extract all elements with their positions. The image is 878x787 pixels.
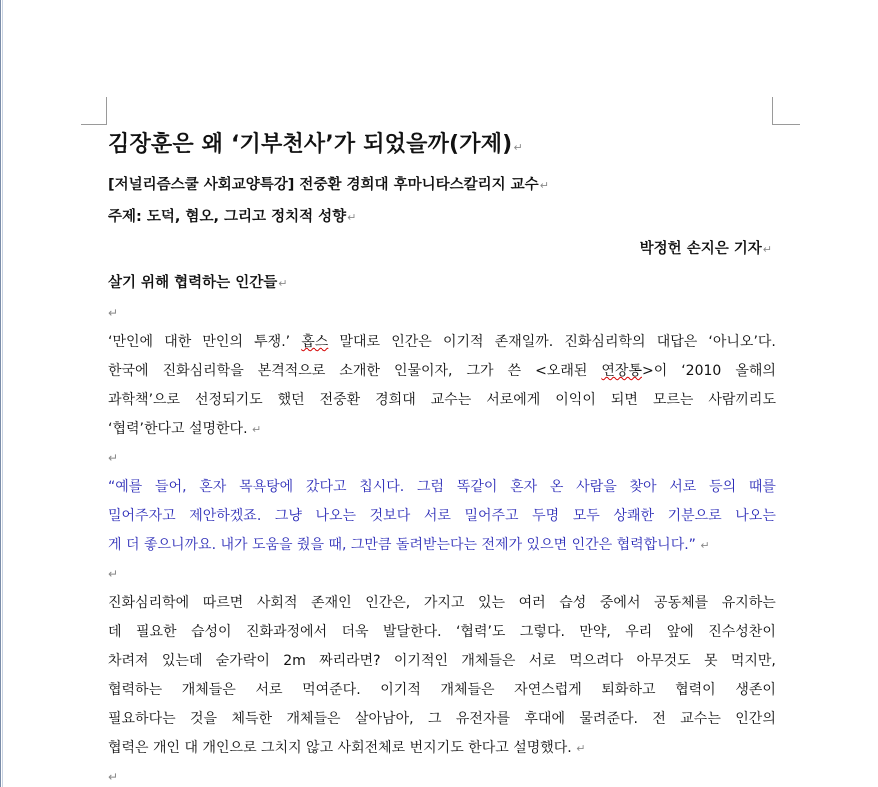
paragraph-line [108, 676, 776, 705]
word: 되면 [610, 392, 638, 408]
empty-paragraph: ↵ [108, 567, 119, 581]
word: 협력이 [675, 682, 716, 698]
word: 그가 [466, 363, 494, 379]
word: ‘협력’도 [455, 624, 506, 640]
word: 중에서 [599, 595, 641, 611]
paragraph-line [108, 618, 776, 647]
paragraph-line [108, 502, 776, 531]
word: 습성 [559, 595, 587, 611]
document-reporters: 박정헌 손지은 기자↵ [639, 241, 772, 257]
word: 갔다고 [305, 479, 347, 495]
word: 물려준다. [579, 711, 638, 727]
word: 기분으로 [667, 508, 722, 524]
word: 사람끼리도 [708, 392, 776, 408]
paragraph-line [108, 734, 776, 763]
word: 그렇다. [519, 624, 565, 640]
word: 본격적으로 [257, 363, 326, 379]
word: 이기적인 [393, 653, 449, 669]
word: 차려져 [108, 653, 149, 669]
word: 것을 [190, 711, 218, 727]
word: 들어, [155, 479, 187, 495]
word: 교수는 [680, 711, 721, 727]
word: “예를 [108, 479, 143, 495]
word: 것보다 [369, 508, 411, 524]
word: 그 [427, 711, 442, 727]
paragraph-1 [108, 328, 776, 444]
word: 먹으려다 [569, 653, 624, 669]
word: 진화심리학의 [564, 334, 646, 350]
word: 더욱 [341, 624, 369, 640]
word: 사람을 [576, 479, 617, 495]
paragraph-mark-icon: ↵ [539, 179, 549, 192]
word: 나오는 [315, 508, 357, 524]
paragraph-line-text: 게 더 좋으니까요. 내가 도움을 줬을 때, 그만큼 돌려받는다는 전제가 있으면 인간은 협력합니다.” [108, 537, 696, 553]
window-left-border [0, 0, 1, 787]
paragraph-mark-icon: ↵ [248, 423, 262, 436]
word: 인간은 [391, 334, 432, 350]
word: 그럼 [417, 479, 445, 495]
word: 사회적 [256, 595, 298, 611]
word: 진화심리학을 [162, 363, 244, 379]
paragraph-line-text: 협력은 개인 대 개인으로 그치지 않고 사회전체로 번지기도 한다고 설명했다. [108, 740, 572, 756]
word: 유전자를 [455, 711, 510, 727]
word: 인간은, [365, 595, 411, 611]
word: ‘아니오’다. [708, 334, 776, 350]
word: 나오는 [735, 508, 776, 524]
word: 공동체를 [654, 595, 709, 611]
word: 앞에 [666, 624, 694, 640]
word: 있는데 [161, 653, 203, 669]
document-page[interactable] [108, 127, 776, 787]
word: 자연스럽게 [514, 682, 582, 698]
word: 경희대 [375, 392, 416, 408]
word: 말대로 [339, 334, 381, 350]
paragraph-line [108, 473, 776, 502]
word: 발달한다. [383, 624, 442, 640]
word: 밀어주고 [464, 508, 519, 524]
document-topic: 주제: 도덕, 혐오, 그리고 정치적 성향↵ [108, 209, 357, 225]
word: 이기적 [380, 682, 421, 698]
word: 밀어주자고 [108, 508, 176, 524]
word: 등의 [709, 479, 737, 495]
word: 소개한 [339, 363, 380, 379]
word: 올해의 [735, 363, 776, 379]
paragraph-line [108, 386, 776, 415]
empty-paragraph: ↵ [108, 306, 119, 320]
paragraph-mark-icon: ↵ [347, 211, 357, 224]
word: 유지하는 [721, 595, 776, 611]
word: 서로 [255, 682, 283, 698]
word: 존재일까. [494, 334, 554, 350]
word: 그냥 [274, 508, 302, 524]
word: 과학책’으로 [108, 392, 181, 408]
word: 우리 [625, 624, 653, 640]
word: 아무것도 [636, 653, 691, 669]
word: 숟가락이 [215, 653, 270, 669]
paragraph-mark-icon: ↵ [762, 243, 772, 256]
word: 필요하다는 [108, 711, 176, 727]
word: 혼자 [199, 479, 227, 495]
word: 만인의 [202, 334, 243, 350]
word: 존재인 [311, 595, 352, 611]
word: 만약, [579, 624, 611, 640]
word: 이기적 [442, 334, 484, 350]
word: 모르는 [652, 392, 694, 408]
word: 상쾌한 [613, 508, 654, 524]
word: 투쟁.’ [254, 334, 291, 350]
word: 목욕탕에 [239, 479, 294, 495]
word: 짜리라면? [319, 653, 381, 669]
word: 선정되기도 [195, 392, 263, 408]
word: 진수성찬이 [708, 624, 776, 640]
word: 했던 [277, 392, 305, 408]
word: 따르면 [202, 595, 244, 611]
word: 두명 [532, 508, 560, 524]
word: 개체들은 [440, 682, 495, 698]
word: 진화과정에서 [245, 624, 328, 640]
word: 때를 [748, 479, 776, 495]
window-left-border-inner [2, 0, 3, 787]
word: 2m [283, 653, 306, 669]
paragraph-line [108, 357, 776, 386]
paragraph-line [108, 589, 776, 618]
paragraph-line [108, 647, 776, 676]
word: 이익이 [555, 392, 596, 408]
page-corner-mark-top-left [81, 97, 107, 125]
word: 서로 [528, 653, 556, 669]
word: 서로 [423, 508, 451, 524]
word: 혼자 [510, 479, 538, 495]
word: 제안하겠죠. [189, 508, 262, 524]
word: 있는 [477, 595, 506, 611]
word: 대한 [164, 334, 192, 350]
word: 인물이자, [393, 363, 453, 379]
word: 퇴화하고 [601, 682, 656, 698]
quote-paragraph [108, 473, 776, 560]
word: 서로에게 [486, 392, 541, 408]
section-heading: 살기 위해 협력하는 인간들↵ [108, 275, 288, 291]
word: 못 [703, 653, 718, 669]
word: 가지고 [423, 595, 465, 611]
word: 습성이 [190, 624, 232, 640]
paragraph-line [108, 705, 776, 734]
word: 연장통>이 [601, 363, 668, 379]
paragraph-line-text: ‘협력’한다고 설명한다. [108, 421, 248, 437]
word: ‘2010 [681, 363, 722, 379]
word: 온 [549, 479, 564, 495]
word: 서로 [669, 479, 697, 495]
paragraph-mark-icon: ↵ [572, 742, 586, 755]
word: 모두 [572, 508, 600, 524]
word: 진화심리학에 [108, 595, 190, 611]
paragraph-line [108, 328, 776, 357]
word: 쓴 [507, 363, 522, 379]
word: ‘만인에 [108, 334, 154, 350]
word: 데 [108, 624, 122, 640]
word: 대답은 [656, 334, 698, 350]
word: 체득한 [231, 711, 273, 727]
word: 개체들은 [286, 711, 341, 727]
word: 후대에 [524, 711, 565, 727]
word: 칩시다. [359, 479, 405, 495]
word: 한국에 [108, 363, 149, 379]
word: 인간의 [735, 711, 776, 727]
paragraph-mark-icon: ↵ [278, 277, 288, 290]
empty-paragraph: ↵ [108, 451, 119, 465]
word: 먹여준다. [302, 682, 361, 698]
empty-paragraph: ↵ [108, 770, 119, 784]
word: 여러 [518, 595, 546, 611]
word: 전 [652, 711, 666, 727]
paragraph-line [108, 415, 776, 444]
word: 찾아 [629, 479, 657, 495]
paragraph-line [108, 531, 776, 560]
word: 홉스 [301, 334, 329, 350]
word: 먹지만, [730, 653, 776, 669]
word: 교수는 [430, 392, 472, 408]
page-corner-mark-top-right [772, 97, 800, 125]
word: 살아남아, [355, 711, 414, 727]
word: 협력하는 [108, 682, 163, 698]
word: 개체들은 [461, 653, 516, 669]
word: 전중환 [319, 392, 361, 408]
word: <오래된 [535, 363, 588, 379]
word: 필요한 [135, 624, 177, 640]
paragraph-mark-icon: ↵ [696, 539, 710, 552]
paragraph-mark-icon: ↵ [513, 141, 523, 154]
word: 똑같이 [456, 479, 498, 495]
document-subtitle: [저널리즘스쿨 사회교양특강] 전중환 경희대 후마니타스칼리지 교수↵ [108, 177, 549, 193]
paragraph-2 [108, 589, 776, 763]
word: 생존이 [735, 682, 776, 698]
word: 개체들은 [181, 682, 236, 698]
document-title: 김장훈은 왜 ‘기부천사’가 되었을까(가제)↵ [108, 132, 523, 157]
